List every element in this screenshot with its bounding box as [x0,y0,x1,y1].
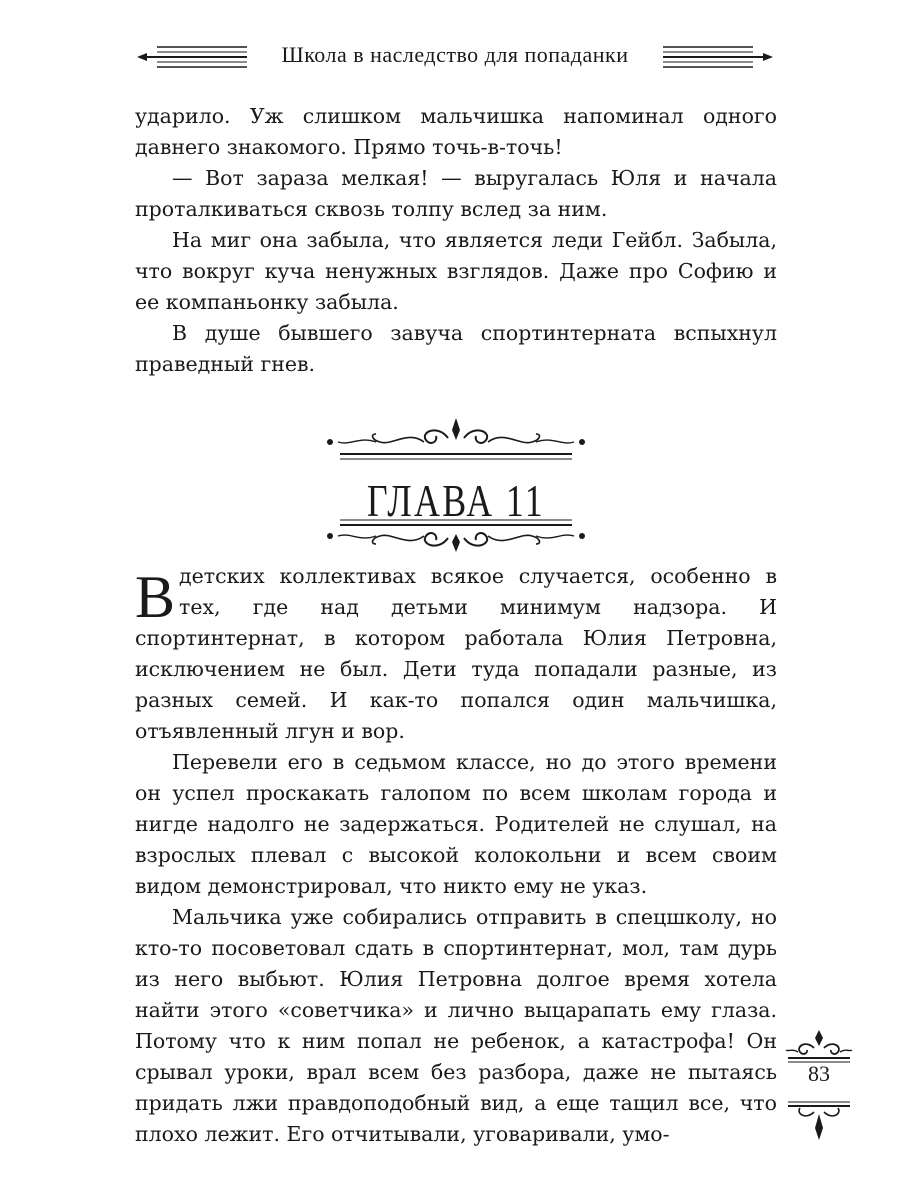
header-right-ornament-icon [660,40,775,74]
dropcap: В [135,564,176,630]
paragraph: В душе бывшего завуча спортинтерната вспыхнул праведный гнев. [135,321,777,376]
running-title: Школа в наследство для попаданки [281,42,629,67]
first-paragraph [135,561,777,747]
chapter-bottom-ornament-icon [320,516,592,556]
paragraph: Мальчика уже собирались отправить в спецшколу, но кто-то посоветовал сдать в спортинтернат, мол, там дурь из него выбьют. Юлия Петровна долгое время хотела найти этого «советчика» и лично выцарапать ему глаза. Потому что к ним попал не ребенок, а катастрофа! Он срывал уроки, врал всем без разбора, даже не пытаясь придать лжи правдоподобный вид, а еще тащил все, что плохо лежит. Его отчитывали, уговаривали, умо- [135,905,777,1146]
page-number-ornament [784,1028,854,1143]
chapter-heading [320,416,592,556]
paragraph: — Вот зараза мелкая! — выругалась Юля и начала проталкиваться сквозь толпу вслед за ним. [135,166,777,221]
paragraph: Перевели его в седьмом классе, но до этого времени он успел проскакать галопом по всем школам города и нигде надолго не задержаться. Родителей не слушал, на взрослых плевал с высокой колокольни и всем своим видом демонстрировал, что никто ему не указ. [135,750,777,898]
first-paragraph-text: детских коллективах всякое случается, особенно в тех, где над детьми минимум надзора. И спортинтернат, в котором работала Юлия Петровна, исключением не был. Дети туда попадали разные, из разных семей. И как-то попался один мальчишка, отъявленный лгун и вор. [135,564,777,743]
chapter-text-block [135,561,777,1150]
chapter-title: ГЛАВА 11 [366,475,546,526]
paragraph: ударило. Уж слишком мальчишка напоминал одного давнего знакомого. Прямо точь-в-точь! [135,104,777,159]
paragraph: На миг она забыла, что является леди Гейбл. Забыла, что вокруг куча ненужных взглядов. Даже про Софию и ее компаньонку забыла. [135,228,777,314]
chapter-top-ornament-icon [320,416,592,466]
top-text-block [135,101,777,380]
page-number: 83 [808,1061,830,1086]
running-header [135,40,775,74]
